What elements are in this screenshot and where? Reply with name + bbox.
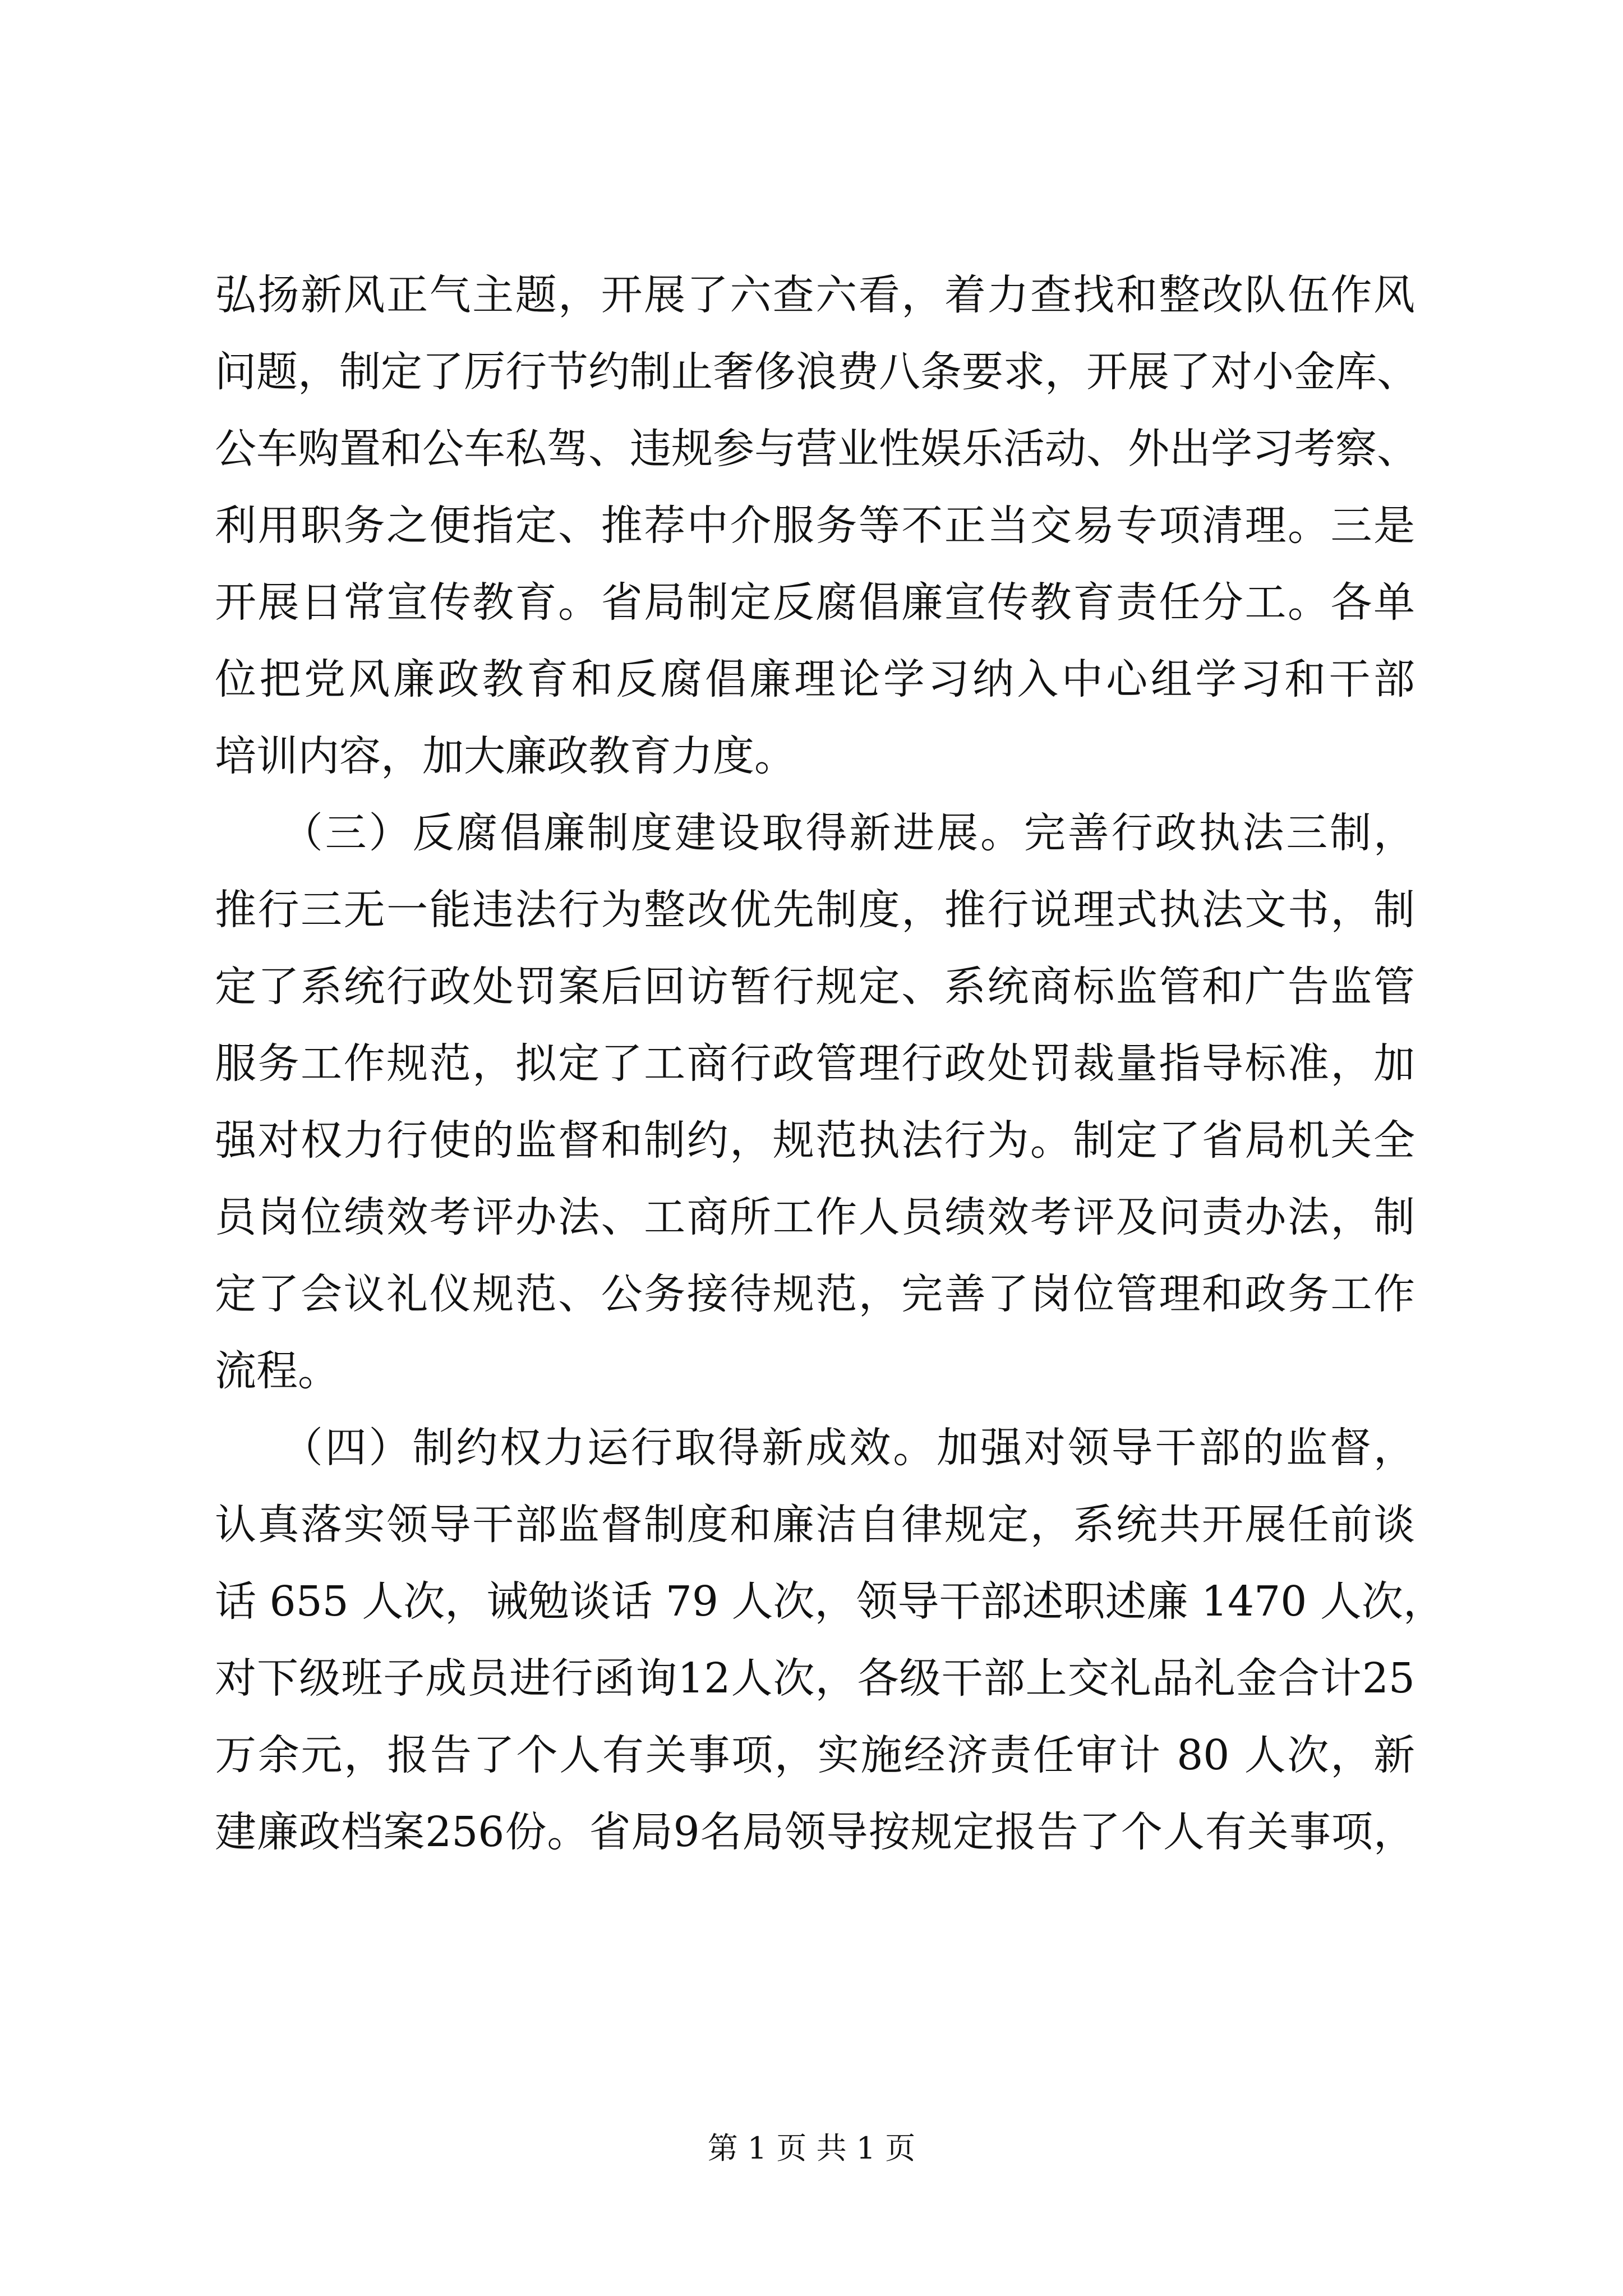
text-line: 培训内容，加大廉政教育力度。 [215, 732, 796, 780]
text-line: 认真落实领导干部监督制度和廉洁自律规定，系统共开展任前谈 [215, 1501, 1415, 1549]
section-heading-line: （四）制约权力运行取得新成效。加强对领导干部的监督， [215, 1424, 1415, 1472]
page-number-footer: 第 1 页 共 1 页 [707, 2131, 916, 2166]
text-line: 弘扬新风正气主题，开展了六查六看，着力查找和整改队伍作风 [215, 271, 1415, 319]
text-line: 对下级班子成员进行函询12人次，各级干部上交礼品礼金合计25 [215, 1654, 1415, 1703]
text-line: 定了会议礼仪规范、公务接待规范，完善了岗位管理和政务工作 [215, 1270, 1415, 1318]
text-line: 利用职务之便指定、推荐中介服务等不正当交易专项清理。三是 [215, 501, 1415, 550]
text-line: 员岗位绩效考评办法、工商所工作人员绩效考评及问责办法，制 [215, 1193, 1415, 1241]
text-line: 万余元，报告了个人有关事项，实施经济责任审计 80 人次，新 [215, 1731, 1415, 1779]
text-line: 建廉政档案256份。省局9名局领导按规定报告了个人有关事项， [215, 1808, 1415, 1856]
section-heading-line: （三）反腐倡廉制度建设取得新进展。完善行政执法三制， [215, 809, 1415, 857]
text-line: 推行三无一能违法行为整改优先制度，推行说理式执法文书，制 [215, 886, 1415, 934]
text-line: 位把党风廉政教育和反腐倡廉理论学习纳入中心组学习和干部 [215, 655, 1415, 703]
text-line: 话 655 人次，诫勉谈话 79 人次，领导干部述职述廉 1470 人次， [215, 1577, 1445, 1626]
text-line: 服务工作规范，拟定了工商行政管理行政处罚裁量指导标准，加 [215, 1039, 1415, 1088]
text-line: 定了系统行政处罚案后回访暂行规定、系统商标监管和广告监管 [215, 963, 1415, 1011]
text-line: 开展日常宣传教育。省局制定反腐倡廉宣传教育责任分工。各单 [215, 578, 1415, 627]
text-line: 公车购置和公车私驾、违规参与营业性娱乐活动、外出学习考察、 [215, 425, 1418, 473]
document-body [215, 257, 1445, 1871]
text-line: 强对权力行使的监督和制约，规范执法行为。制定了省局机关全 [215, 1116, 1415, 1165]
text-line: 问题，制定了厉行节约制止奢侈浪费八条要求，开展了对小金库、 [215, 348, 1418, 396]
text-line: 流程。 [215, 1347, 339, 1395]
